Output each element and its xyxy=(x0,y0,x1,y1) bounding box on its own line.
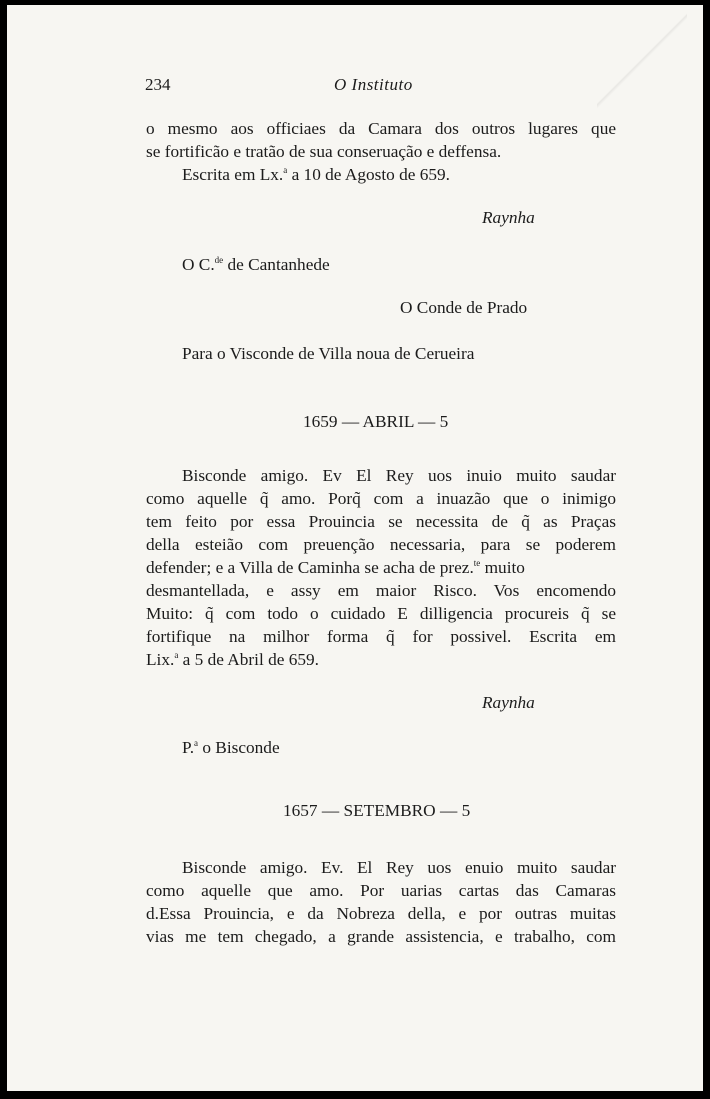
text-line: Bisconde amigo. Ev El Rey uos inuio muito saudar xyxy=(182,466,616,485)
text-line: tem feito por essa Prouincia se necessita de q̃ as Praças xyxy=(146,512,616,531)
page-crease xyxy=(597,5,687,115)
text-line: d.Essa Prouincia, e da Nobreza della, e por outras muitas xyxy=(146,904,616,923)
address-line: P.$^a$ o Bisconde xyxy=(182,738,280,757)
signatory-cantanhede: O C.$^{de}$ de Cantanhede xyxy=(182,255,330,274)
dated-line: Escrita em Lx.$^a$ a 10 de Agosto de 659. xyxy=(182,165,450,184)
date-heading: 1659 — ABRIL — 5 xyxy=(303,412,449,431)
signature: Raynha xyxy=(482,693,535,712)
signatory-prado: O Conde de Prado xyxy=(400,298,528,317)
address-line: Para o Visconde de Villa noua de Cerueira xyxy=(182,344,475,363)
text-line: como aquelle q̃ amo. Porq̃ com a inuazão que o inimigo xyxy=(146,489,616,508)
text-line: vias me tem chegado, a grande assistencia, e trabalho, com xyxy=(146,927,616,946)
signature: Raynha xyxy=(482,208,535,227)
text-line: desmantellada, e assy em maior Risco. Vos encomendo xyxy=(146,581,616,600)
page-number: 234 xyxy=(145,75,171,94)
dated-line: Lix.$^a$ a 5 de Abril de 659. xyxy=(146,650,319,669)
running-title: O Instituto xyxy=(334,75,413,94)
text-line: se fortificão e tratão de sua conseruação e deffensa. xyxy=(146,142,502,161)
text-line: Bisconde amigo. Ev. El Rey uos enuio muito saudar xyxy=(182,858,616,877)
date-heading: 1657 — SETEMBRO — 5 xyxy=(283,801,471,820)
text-line: fortifique na milhor forma q̃ for possivel. Escrita em xyxy=(146,627,616,646)
text-line: defender; e a Villa de Caminha se acha de prez.$^{te}$ muito xyxy=(146,558,525,577)
text-line: como aquelle que amo. Por uarias cartas das Camaras xyxy=(146,881,616,900)
text-line: Muito: q̃ com todo o cuidado E dilligencia procureis q̃ se xyxy=(146,604,616,623)
book-page xyxy=(7,5,703,1091)
text-line: della esteião com preuenção necessaria, para se poderem xyxy=(146,535,616,554)
text-line: o mesmo aos officiaes da Camara dos outros lugares que xyxy=(146,119,616,138)
